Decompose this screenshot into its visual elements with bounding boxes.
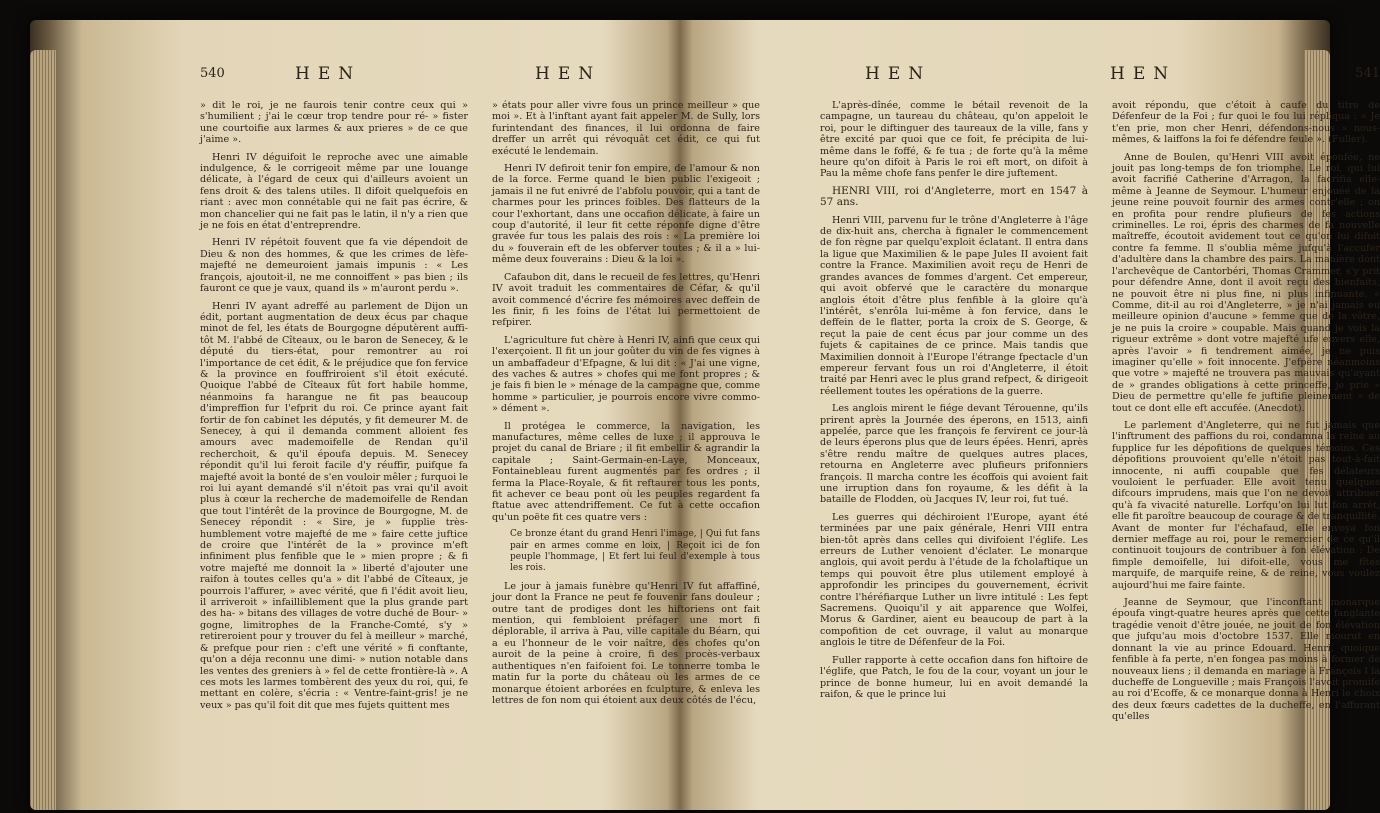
right-page — [820, 60, 1380, 810]
right-column-2 — [1112, 100, 1380, 729]
paragraph: Henri IV ayant adreffé au parlement de Dijon un édit, portant augmentation de deux écus par chaque minot de fel, les états de Bourgogne députèrent auffi-tôt M. l'abbé de Cîteaux, ou le baron de Senecey, & le député du tiers-état, pour remontrer au roi l'importance de cet édit, & le préjudice que fon fervice & la province en fouffriroient s'il étoit exécuté. Quoique l'abbé de Cîteaux fût fort habile homme, néanmoins fa harangue ne fit pas beaucoup d'impreffion fur l'efprit du roi. Ce prince ayant fait fortir de fon cabinet les députés, y fit demeurer M. de Senecey, à qui il demanda comment alloient fes amours avec mademoifelle de Rendan qu'il recherchoit, & qu'il époufa depuis. M. Senecey répondit qu'il lui feroit facile d'y réuffir, puifque fa majefté avoit la bonté de s'en vouloir mêler ; furquoi le roi lui ayant demandé s'il n'étoit pas vrai qu'il avoit plus à cœur la recherche de mademoifelle de Rendan que tout l'intérêt de la province de Bourgogne, M. de Senecey répondit : « Sire, je » fupplie très-humblement votre majefté de me » faire cette juftice de croire que l'intérêt de la » province m'eft infiniment plus fenfible que le » mien propre ; & fi votre majefté me donnoit la » liberté d'ajouter une raifon à toutes celles qu'a » dit l'abbé de Cîteaux, je pourrois l'affurer, » avec vérité, que fi l'édit avoit lieu, il arriveroit » infailliblement que la plus grande part des ha- » bitans des villages de votre duché de Bour- » gogne, limitrophes de la Franche-Comté, s'y » retireroient pour y trouver du fel à meilleur » marché, & prefque pour rien : c'eft une vérité » fi conftante, qu'on a déja reconnu une dimi- » nution notable dans les ventes des greniers à » fel de cette frontière-là ». A ces mots les larmes tombèrent des yeux du roi, qui, fe mettant en colère, s'écria : « Ventre-faint-gris! je ne veux » pas qu'il foit dit que mes fujets quittent mes — [200, 300, 468, 711]
right-running-head — [820, 60, 1380, 94]
left-column-2 — [492, 100, 760, 717]
paragraph: Anne de Boulen, qu'Henri VIII avoit époufée, ne jouit pas long-temps de fon triomphe. Le roi, qui lui avoit facrifié Catherine d'Arragon, la facrifia elle-même à Jeanne de Seymour. L'humeur enjouée de la jeune reine pouvoit fournir des armes contr'elle ; on en profita pour rendre plufieurs de fes actions criminelles. Le roi, épris des charmes de fa nouvelle maîtreffe, écoutoit avidement tout ce qu'on lui difoit contre fa femme. Il s'oublia même jufqu'à l'accufer d'adultère dans la chambre des pairs. La manière dont l'archevêque de Cantorbéri, Thomas Crammer, s'y prit pour défendre Anne, dont il avoit reçu des bienfaits, ne pouvoit être ni plus fine, ni plus infinuante. « Comme, dit-il au roi d'Angleterre, » je n'ai jamais eu meilleure opinion d'aucune » femme que de la vôtre, je ne puis la croire » coupable. Mais quand je vois la rigueur extrême » dont votre majefté ufe envers elle, après l'avoir » fi tendrement aimée, je ne puis imaginer qu'elle » foit innocente. J'efpère néanmoins que votre » majefté ne trouvera pas mauvais qu'ayant de » grandes obligations à cette princeffe, je prie » Dieu de permettre qu'elle fe juftifie pleinement » de tout ce dont elle eft accufée. (Anecdot). — [1112, 151, 1380, 414]
verse: Ce bronze étant du grand Henri l'image, | Qui fut fans pair en armes comme en loix, | Reçoit ici de fon peuple l'hommage, | Et fert lui feul d'exemple à tous les rois. — [510, 529, 760, 574]
right-column-1 — [820, 100, 1088, 729]
paragraph: Les anglois mirent le fiége devant Térouenne, qu'ils prirent après la Journée des éperons, en 1513, ainfi appelée, parce que les françois fe fervirent ce jour-là de leurs éperons plus que de leurs épées. Henri, après s'être rendu maître de quelques autres places, retourna en Angleterre avec plufieurs prifonniers françois. Il marcha contre les écoffois qui avoient fait une irruption dans fon royaume, & les défit à la bataille de Flodden, où Jacques IV, leur roi, fut tué. — [820, 403, 1088, 506]
running-head-col1: HEN — [295, 64, 362, 84]
paragraph: Henri IV defiroit tenir fon empire, de l'amour & non de la force. Ferme quand le bien public l'exigeoit ; jamais il ne fut enivré de l'abfolu pouvoir, qui a tant de charmes pour les princes foibles. Des flatteurs de la cour l'exhortant, dans une occafion délicate, à faire un coup d'autorité, il leur fit cette réponfe digne d'être gravée fur tous les palais des rois : « La première loi du » fouverain eft de les obferver toutes ; & il a » lui-même deux fouverains : Dieu & la loi ». — [492, 163, 760, 266]
running-head-col2: HEN — [1110, 64, 1177, 84]
left-column-1 — [200, 100, 468, 717]
paragraph: Le jour à jamais funèbre qu'Henri IV fut affaffiné, jour dont la France ne peut fe fouvenir fans douleur ; outre tant de prodiges dont les hiftoriens ont fait mention, qui fembloient préfager une mort fi déplorable, il arriva à Pau, ville capitale du Béarn, qui a eu l'honneur de le voir naître, des chofes qu'on auroit de la peine à croire, fi des procès-verbaux authentiques n'en faifoient foi. Le tonnerre tomba le matin fur la porte du château où les armes de ce monarque étoient arborées en fculpture, & enleva les lettres de fon nom qui étoient aux deux côtés de l'écu, — [492, 580, 760, 706]
paragraph: Les guerres qui déchiroient l'Europe, ayant été terminées par une paix générale, Henri VIII entra bien-tôt après dans celles qui divifoient l'églife. Les erreurs de Luther venoient d'éclater. Le monarque anglois, qui avoit perdu à l'étude de la fcholaftique un temps qui pouvoit être plus utilement employé à approfondir les principes du gouvernement, écrivit contre l'héréfiarque Luther un livre intitulé : Les fept Sacremens. Quoiqu'il y ait apparence que Wolfei, Morus & Gardiner, aient eu beaucoup de part à la compofition de cet ouvrage, il valut au monarque anglois le titre de Défenfeur de la Foi. — [820, 511, 1088, 649]
paragraph: Fuller rapporte à cette occafion dans fon hiftoire de l'églife, que Patch, le fou de la cour, voyant un jour le prince de bonne humeur, lui en avoit demandé la raifon, & que le prince lui — [820, 654, 1088, 700]
section-heading: HENRI VIII, roi d'Angleterre, mort en 1547 à 57 ans. — [820, 184, 1088, 209]
paragraph: Henri IV répétoit fouvent que fa vie dépendoit de Dieu & non des hommes, & que les crimes de lèfe-majefté ne demeuroient jamais impunis : « Les françois, ajoutoit-il, ne me connoiffent » pas bien ; ils fauront ce que je vaux, quand ils » m'auront perdu ». — [200, 237, 468, 295]
paragraph: Cafaubon dit, dans le recueil de fes lettres, qu'Henri IV avoit traduit les commentaires de Céfar, & qu'il avoit commencé d'écrire fes mémoires avec deffein de les finir, fi les foins de l'état lui permettoient de refpirer. — [492, 271, 760, 329]
paragraph: » dit le roi, je ne faurois tenir contre ceux qui » s'humilient ; j'ai le cœur trop tendre pour ré- » fister une courtoifie aux larmes & aux prieres » de ce que j'aime ». — [200, 100, 468, 146]
paragraph: Jeanne de Seymour, que l'inconftant monarque époufa vingt-quatre heures après que cette fanglante tragédie venoit d'être jouée, ne jouit de fon élévation que jufqu'au mois d'octobre 1537. Elle mourut en donnant la vie au prince Edouard. Henri, quoique fenfible à fa perte, n'en fongea pas moins à former de nouveaux liens ; il demanda en mariage à François I la ducheffe de Longueville ; mais François l'avoit promife au roi d'Ecoffe, & ce monarque donna à Henri le choix des deux fœurs cadettes de la ducheffe, en l'affurant qu'elles — [1112, 597, 1380, 723]
left-page — [200, 60, 760, 810]
paragraph: Il protégea le commerce, la navigation, les manufactures, même celles de luxe ; il approuva le projet du canal de Briare ; il fit embellir & agrandir la capitale ; Saint-Germain-en-Laye, Monceaux, Fontainebleau furent augmentés par fes ordres ; il ferma la Place-Royale, & fit reftaurer tous les ponts, fit achever ce beau pont où les peuples regardent fa ftatue avec attendriffement. Ce fut à cette occafion qu'un poëte fit ces quatre vers : — [492, 420, 760, 523]
paragraph: L'agriculture fut chère à Henri IV, ainfi que ceux qui l'exerçoient. Il fit un jour goûter du vin de fes vignes à un ambaffadeur d'Efpagne, & lui dit : « J'ai une vigne, des vaches & autres » chofes qui me font propres ; & je fais fi bien le » ménage de la campagne que, comme homme » particulier, je pourrois encore vivre commo- » dément ». — [492, 334, 760, 415]
left-running-head — [200, 60, 760, 94]
paragraph: L'après-dînée, comme le bétail revenoit de la campagne, un taureau du château, qu'on appeloit le roi, pour le diftinguer des taureaux de la ville, fans y être excité par quoi que ce foit, fe précipita de lui-même dans le foffé, & fe tua ; de forte qu'à la même heure qu'on difoit à Paris le roi eft mort, on difoit à Pau la même chofe fans penfer le dire juftement. — [820, 100, 1088, 180]
running-head-col2: HEN — [535, 64, 602, 84]
paragraph: Henri IV déguifoit le reproche avec une aimable indulgence, & le corrigeoit même par une louange délicate, à l'égard de ceux qui d'ailleurs avoient un fens droit & des talens utiles. Il difoit quelquefois en riant : avec mon connétable qui ne fait pas écrire, & mon chancelier qui ne fait pas le latin, il n'y a rien que je ne fois en état d'entreprendre. — [200, 151, 468, 232]
paragraph: Henri VIII, parvenu fur le trône d'Angleterre à l'âge de dix-huit ans, chercha à fignaler le commencement de fon règne par quelqu'exploit éclatant. Il entra dans la ligue que Maximilien & le pape Jules II avoient fait contre la France. Maximilien avoit reçu de Henri de grandes avances de fommes d'argent. Cet empereur, qui avoit obfervé que le caractère du monarque anglois étoit d'être plus fenfible à la gloire qu'à l'intérêt, s'enrôla lui-même à fon fervice, dans le deffein de le flatter, porta la croix de S. George, & reçut la paie de cent écus par jour comme un des fujets & capitaines de ce prince. Mais tandis que Maximilien donnoit à l'Europe l'étrange fpectacle d'un empereur fervant fous un roi d'Angleterre, il étoit traité par Henri avec le plus grand refpect, & dirigeoit réellement toutes les opérations de la guerre. — [820, 214, 1088, 397]
paragraph: avoit répondu, que c'étoit à caufe du titre de Défenfeur de la Foi ; fur quoi le fou lui répliqua : « Je t'en prie, mon cher Henri, défendons-nous » nous-mêmes, & laiffons la foi fe défendre feule ». (Fuller). — [1112, 100, 1380, 146]
left-page-edges — [30, 50, 56, 810]
paragraph: Le parlement d'Angleterre, qui ne fut jamais que l'inftrument des paffions du roi, condamna la reine au fupplice fur les dépofitions de quelques témoins. Ces dépofitions prouvoient qu'elle n'étoit pas tout-à-fait innocente, ni auffi coupable que fes délateurs vouloient le perfuader. Elle avoit tenu quelques difcours imprudens, mais que l'on ne devoit attribuer qu'à fa vivacité naturelle. Lorfqu'on lui lut fon arrêt, elle fit paroître beaucoup de courage & de tranquillité. Avant de monter fur l'échafaud, elle envoya fon dernier meffage au roi, pour le remercier de ce qu'il continuoit toujours de contribuer à fon élévation : De fimple demoifelle, lui difoit-elle, vous me fîtes marquife, de marquife reine, & de reine, vous voulez aujourd'hui me faire fainte. — [1112, 419, 1380, 591]
open-book — [30, 20, 1380, 810]
running-head-col1: HEN — [865, 64, 932, 84]
paragraph: » états pour aller vivre fous un prince meilleur » que moi ». Et à l'inftant ayant fait appeler M. de Sully, lors furintendant des finances, il lui ordonna de faire dreffer un arrêt qui révoquât cet édit, ce qui fut exécuté le lendemain. — [492, 100, 760, 157]
page-number: 541 — [1355, 66, 1380, 81]
page-number: 540 — [200, 66, 225, 81]
